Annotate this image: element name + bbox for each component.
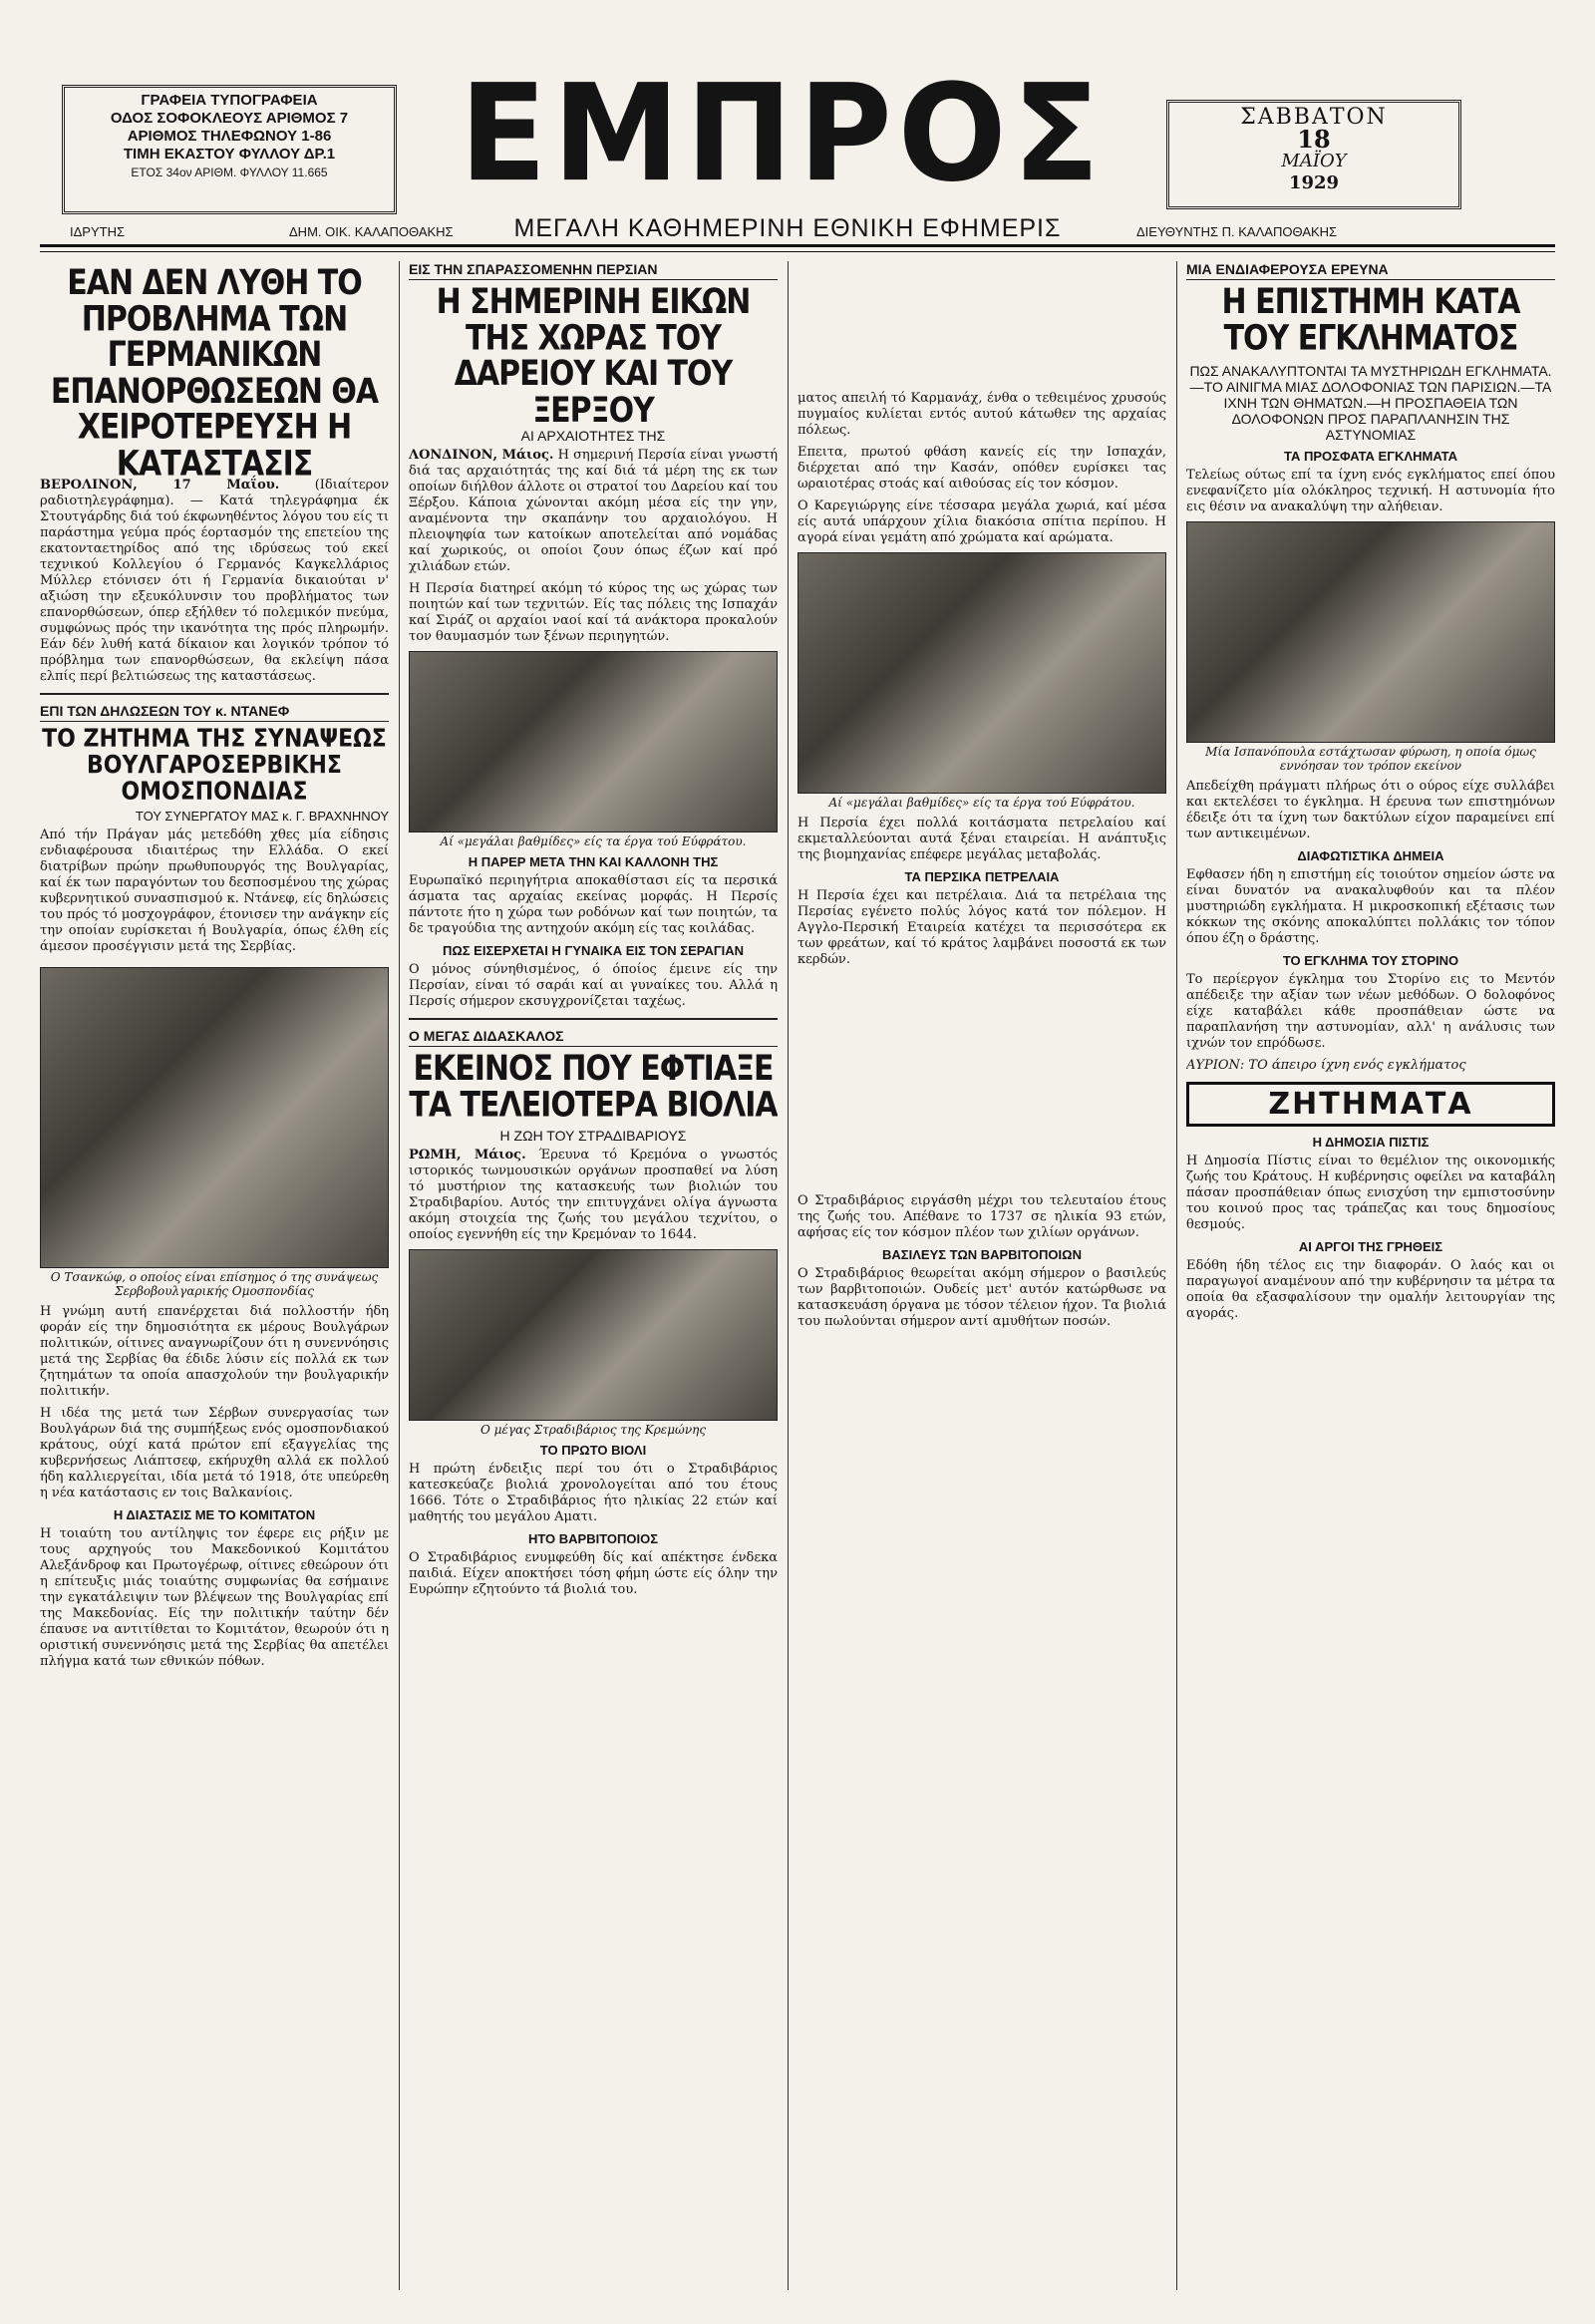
article-dateline: ΒΕΡΟΛΙΝΟΝ, 17 Μαΐου.: [40, 478, 280, 493]
column-4: [1186, 261, 1555, 2290]
article-paragraph: Έρευνα τό Κρεμόνα ο γνωστός ιστορικός τωνμουσικών οργάνων προσπαθεί να λύση τό μυστήριον της κατασκευής των βιολιών του Στραδιβαρίου. Αυτός την επιτυγχάνει ολίγα άγνωστα ακόμη στοιχεία της ζωής του μεγάλου τεχνίτου, ο οποίος εγεννήθη είς την Κρεμόναν το 1644.: [409, 1148, 778, 1242]
publisher-info-box: [62, 85, 397, 214]
ruins-photo: [798, 552, 1166, 794]
article-headline: Η ΕΠΙΣΤΗΜΗ ΚΑΤΑ ΤΟΥ ΕΓΚΛΗΜΑΤΟΣ: [1221, 281, 1520, 359]
column-divider: [1176, 261, 1177, 2290]
article-kicker: ΜΙΑ ΕΝΔΙΑΦΕΡΟΥΣΑ ΕΡΕΥΝΑ: [1186, 261, 1555, 280]
article-dateline: ΛΟΝΔΙΝΟΝ, Μάιος.: [409, 448, 554, 463]
article-kicker: Ο ΜΕΓΑΣ ΔΙΔΑΣΚΑΛΟΣ: [409, 1028, 778, 1047]
article-subhead: ΒΑΣΙΛΕΥΣ ΤΩΝ ΒΑΡΒΙΤΟΠΟΙΩΝ: [882, 1247, 1082, 1262]
article-subhead: ΠΩΣ ΕΙΣΕΡΧΕΤΑΙ Η ΓΥΝΑΙΚΑ ΕΙΣ ΤΟΝ ΣΕΡΑΓΙΑΝ: [442, 943, 745, 958]
photo-caption: Ο μέγας Στραδιβάριος της Κρεμώνης: [479, 1423, 707, 1437]
article-paragraph: Η Δημοσία Πίστις είναι το θεμέλιον της οικονομικής ζωής του Κράτους. Η κυβέρνησις οφείλει να καταβάλη πάσαν προσπάθειαν όπως ενισχύση την εμπιστοσύνην του κοινού προς τας τράπεζας και τους δημοσίους θεσμούς.: [1186, 1154, 1555, 1232]
article-headline: ΕΚΕΙΝΟΣ ΠΟΥ ΕΦΤΙΑΞΕ ΤΑ ΤΕΛΕΙΟΤΕΡΑ ΒΙΟΛΙΑ: [409, 1048, 778, 1126]
article-deck: ΠΩΣ ΑΝΑΚΑΛΥΠΤΟΝΤΑΙ ΤΑ ΜΥΣΤΗΡΙΩΔΗ ΕΓΚΛΗΜΑΤΑ.—ΤΟ ΑΙΝΙΓΜΑ ΜΙΑΣ ΔΟΛΟΦΟΝΙΑΣ ΤΩΝ ΠΑΡΙΣΙΩΝ.—ΤΑ ΙΧΝΗ ΤΩΝ ΘΗΜΑΤΩΝ.—Η ΠΡΟΣΠΑΘΕΙΑ ΤΩΝ ΔΟΛΟΦΟΝΩΝ ΠΡΟΣ ΠΑΡΑΠΛΑΝΗΣΙΝ ΤΗΣ ΑΣΤΥΝΟΜΙΑΣ: [1189, 363, 1552, 443]
section-title-box: ΖΗΤΗΜΑΤΑ: [1186, 1082, 1555, 1127]
date-month: ΜΑΪΟΥ: [1281, 151, 1347, 171]
article-headline: Η ΣΗΜΕΡΙΝΗ ΕΙΚΩΝ ΤΗΣ ΧΩΡΑΣ ΤΟΥ ΔΑΡΕΙΟΥ ΚΑΙ ΤΟΥ ΞΕΡΞΟΥ: [436, 281, 751, 431]
article-separator: [40, 693, 389, 695]
article-paragraph: Η γνώμη αυτή επανέρχεται διά πολλοστήν ήδη φοράν είς την δημοσιότητα εκ μέρους Βουλγάρων πολιτικών, οίτινες αναγνωρίζουν ότι η συνεννόησις μετά της Σερβίας θα έδιδε λύσιν είς πολλά εκ των ζητημάτων τα οποία απασχολούν την βουλγαρικήν πολιτικήν.: [40, 1304, 389, 1400]
article-subhead: ΗΤΟ ΒΑΡΒΙΤΟΠΟΙΟΣ: [527, 1531, 659, 1546]
article-paragraph: Η τοιαύτη του αντίληψις τον έφερε εις ρήξιν με τους αρχηγούς του Μακεδονικού Κομιτάτου Αλεξάνδροφ και Πρωτογέρωφ, οίτινες εθεώρουν ότι η επίτευξις μιάς τοιαύτης συμφωνίας θα εσήμαινε την εγκατάλειψιν των βλέψεων της Βουλγαρίας επί της Μακεδονίας. Είς την πολιτικήν ταύτην δέν έπαυσε να αντιτίθεται το Κομιτάτον, θεωρούν ότι η οριστική συνεννόησις μετά της Σερβίας θα απετέλει πλήγμα κατά των εθνικών πόθων.: [40, 1526, 389, 1670]
article-subhead: Η ΔΗΜΟΣΙΑ ΠΙΣΤΙΣ: [1312, 1135, 1430, 1150]
article-paragraph: Εδόθη ήδη τέλος εις την διαφοράν. Ο λαός και οι παραγωγοί αναμένουν από την κυβέρνησιν τα μέτρα τα οποία θα εξασφαλίσουν την ομαλήν λειτουργίαν της αγοράς.: [1186, 1258, 1555, 1321]
article-separator: [409, 1018, 778, 1020]
publisher-line: ΑΡΙΘΜΟΣ ΤΗΛΕΦΩΝΟΥ 1-86: [127, 128, 332, 145]
publisher-line: ΕΤΟΣ 34ον ΑΡΙΘΜ. ΦΥΛΛΟΥ 11.665: [131, 166, 328, 179]
publisher-line: ΓΡΑΦΕΙΑ ΤΥΠΟΓΡΑΦΕΙΑ: [141, 92, 318, 109]
article-kicker: ΕΙΣ ΤΗΝ ΣΠΑΡΑΣΣΟΜΕΝΗΝ ΠΕΡΣΙΑΝ: [409, 261, 778, 280]
article-text: [409, 448, 778, 575]
article-paragraph: Ο Στραδιβάριος ειργάσθη μέχρι του τελευταίου έτους της ζωής του. Απέθανε το 1737 σε ηλικία 93 ετών, αφήσας είς τον κόσμον πλέον των χιλίων οργάνων.: [798, 1193, 1166, 1240]
article-paragraph: Ο μόνος σύνηθισμένος, ό όποίος έμεινε είς την Περσίαν, είναι τό σαράι καί αι γυναίκες του. Αλλά η Περσίς σήμερον εκσυγχρονίζεται ταχέως.: [409, 962, 778, 1009]
article-paragraph: Η ιδέα της μετά των Σέρβων συνεργασίας των Βουλγάρων διά της συμπήξεως ενός ομοσπονδιακού κράτους, ούχί κατά πρώτον επί εξαγγελίας της κυβερνήσεως Λιάπτσεφ, εκήρυχθη αλλά εκ πολλού ήδη καλλιεργείται, ιδία μετά τό 1918, ότε υπεύρεθη η νέα κατάστασις εν τοις Βαλκανίοις.: [40, 1406, 389, 1501]
continued-notice: ΑΥΡΙΟΝ: ΤΟ άπειρο ίχνη ενός εγκλήματος: [1186, 1058, 1466, 1073]
article-paragraph: ματος απειλή τό Καρμανάχ, ένθα ο τεθειμένος χρυσούς πυγμαίος κυλίεται εντός αυτού κάτωθεν της αρχαίας πόλεως.: [798, 391, 1166, 438]
article-deck: Η ΖΩΗ ΤΟΥ ΣΤΡΑΔΙΒΑΡΙΟΥΣ: [499, 1128, 687, 1144]
photo-caption: Ο Τσανκώφ, ο οποίος είναι επίσημος ό της συνάψεως Σερβοβουλγαρικής Ομοσπονδίας: [50, 1270, 379, 1299]
article-subhead: Η ΠΑΡΕΡ ΜΕΤΑ ΤΗΝ ΚΑΙ ΚΑΛΛΟΝΗ ΤΗΣ: [468, 854, 719, 869]
date-year: 1929: [1288, 172, 1340, 193]
article-paragraph: Εφθασεν ήδη η επιστήμη είς τοιούτον σημείον ώστε να είναι δυνατόν να ανακαλυφθούν και τα πλέον μυστηριώδη εγκλήματα. Η μικροσκοπική εξέτασις των κόκκων της σκόνης αποκαλύπτει πολλάκις τον τόπον όπου έζη ο δράστης.: [1186, 867, 1555, 946]
article-paragraph: Απεδείχθη πράγματι πλήρως ότι ο ούρος είχε συλλάβει και εκτελέσει το έγκλημα. Η έρευνα των επιστημόνων έδειξε ότι τα ίχνη των δακτύλων είχον παραμείνει επί των αντικειμένων.: [1186, 779, 1555, 841]
article-paragraph: Η Περσία έχει και πετρέλαια. Διά τα πετρέλαια της Περσίας εγένετο πολύς λόγος κατά τον πόλεμον. Η Αγγλο-Περσική Εταιρεία κατέχει τα περισσότερα εκ των φρεάτων, καί τό κράτος λαμβάνει ποσοστά εκ των κερδών.: [798, 888, 1166, 967]
newspaper-title: ΕΜΠΡΟΣ: [460, 56, 1106, 212]
publisher-line: ΤΙΜΗ ΕΚΑΣΤΟΥ ΦΥΛΛΟΥ ΔΡ.1: [123, 146, 336, 163]
article-deck: ΑΙ ΑΡΧΑΙΟΤΗΤΕΣ ΤΗΣ: [520, 428, 666, 444]
article-paragraph: Ο Καρεγιώργης είνε τέσσαρα μεγάλα χωριά, καί μέσα είς αυτά υπάρχουν χίλια διακόσια σπίτια περίπου. Η αγορά είναι γεμάτη από χρώματα καί αρώματα.: [798, 498, 1166, 545]
director-label: ΔΙΕΥΘΥΝΤΗΣ Π. ΚΑΛΑΠΟΘΑΚΗΣ: [1136, 224, 1338, 239]
headline-spill-space: [798, 261, 1166, 391]
article-paragraph: Η σημερινή Περσία είναι γνωστή διά τας αρχαιότητάς της καί διά τά μέρη της εκ των οποίων διήλθον άλλοτε οι στρατοί του Δαρείου καί του Ξέρξου. Κάποια χώνονται ακόμη μέσα είς την γην, αναμένοντα την σκαπάνην του αρχαιολόγου. Η πλειοψηφία των κατοίκων αποτελείται από νομάδας καί χωρικούς, οι οποίοι ζουν όπως έζων καί πρό χιλιάδων ετών.: [409, 448, 778, 574]
founder-label: ΙΔΡΥΤΗΣ: [70, 224, 126, 239]
article-subhead: ΤΟ ΕΓΚΛΗΜΑ ΤΟΥ ΣΤΟΡΙΝΟ: [1282, 953, 1459, 968]
column-divider: [788, 261, 789, 2290]
photo-caption: Αί «μεγάλαι βαθμίδες» είς τα έργα τού Εύφράτου.: [440, 834, 747, 848]
article-paragraph: Ο Στραδιβάριος ενυμφεύθη δίς καί απέκτησε ένδεκα παιδιά. Είχεν αποκτήσει τόση φήμη ώστε είς όλην την Ευρώπην εζητούντο τά βιολιά του.: [409, 1550, 778, 1597]
photo-caption: Αί «μεγάλαι βαθμίδες» είς τα έργα τού Εύφράτου.: [828, 796, 1135, 810]
article-paragraph: (Ιδιαίτερον ραδιοτηλεγράφημα). — Κατά τηλεγράφημα έκ Στουτγάρδης διά τού έκφωνηθέντος λόγου του είς τι παράστημα γεύμα πρός έορτασμόν της επετείου της εκατονταετηρίδος από της ιδρύσεως τού εκεί τεχνικού Κολλεγίου ό Γερμανός Καγκελλάριος Μύλλερ ετόνισεν ότι ή Γερμανία δικαιούται ν' αξιώση την εξευκόλυνσιν του προβλήματος των επανορθώσεων, όπερ εξήλθεν τό πολεμικόν πνεύμα, συμφώνως πρός την ικανότητα της πρός πληρωμήν. Εάν δέν λυθή κατά δίκαιον και λογικόν τρόπον τό πρόβλημα των επανορθώσεων, θα εκλείψη πάσα ελπίς περί βελτιώσεως της καταστάσεως.: [40, 478, 389, 684]
article-dateline: ΡΩΜΗ, Μάιος.: [409, 1148, 526, 1162]
article-paragraph: Ευρωπαϊκό περιηγήτρια αποκαθίστασι είς τα περσικά άσματα τας αρχαίας εκείνας μορφάς. Η Περσίς πάντοτε ήτο η χώρα των ροδόνων καί των ποιητών, τα δε τραγούδια της αντηχούν ακόμη είς τας κοιλάδας.: [409, 873, 778, 936]
column-divider: [399, 261, 400, 2290]
article-headline: ΤΟ ΖΗΤΗΜΑ ΤΗΣ ΣΥΝΑΨΕΩΣ ΒΟΥΛΓΑΡΟΣΕΡΒΙΚΗΣ ΟΜΟΣΠΟΝΔΙΑΣ: [42, 724, 387, 807]
article-subhead: ΤΑ ΠΕΡΣΙΚΑ ΠΕΤΡΕΛΑΙΑ: [904, 869, 1060, 884]
article-subhead: ΑΙ ΑΡΓΟΙ ΤΗΣ ΓΡΗΘΕΙΣ: [1298, 1239, 1443, 1254]
masthead: [40, 30, 1555, 254]
article-paragraph: Ο Στραδιβάριος θεωρείται ακόμη σήμερον ο βασιλεύς των βαρβιτοποιών. Ουδείς μετ' αυτόν κατώρθωσε να κατασκευάση όργανα με τόσον τέλειον ήχον. Τα βιολιά του πωλούνται σήμερον αντί αμυθήτων ποσών.: [798, 1266, 1166, 1329]
crime-scene-photo: [1186, 521, 1555, 743]
newspaper-subtitle: ΜΕΓΑΛΗ ΚΑΘΗΜΕΡΙΝΗ ΕΘΝΙΚΗ ΕΦΗΜΕΡΙΣ: [513, 214, 1062, 242]
article-paragraph: Η πρώτη ένδειξις περί του ότι ο Στραδιβάριος κατεσκεύαζε βιολιά χρονολογείται από του έτους 1666. Τότε ο Στραδιβάριος ήτο ηλικίας 22 ετών καί μαθητής του μεγάλου Αματι.: [409, 1462, 778, 1524]
article-paragraph: Από τήν Πράγαν μάς μετεδόθη χθες μία είδησις ενδιαφέρουσα ιδιαιτέρως την Ελλάδα. Ο εκεί διατρίβων πρώην πρωθυπουργός της Βουλγαρίας, καί έκ των παραγόντων του δεσποσμένου της χώρας κυβερνητικού συνασπισμού κ. Ντάνεφ, είς δηλώσεις του πρός τό μοσχογράφον, έτονισεν την ανάγκην είς την οποίαν ευρίσκεται ή Βουλγαρία, όπως έλθη είς άμεσον προσέγγισιν μετά της Σερβίας.: [40, 828, 389, 955]
article-subhead: ΤΟ ΠΡΩΤΟ ΒΙΟΛΙ: [539, 1443, 647, 1458]
violin-maker-photo: [409, 1249, 778, 1421]
article-subhead: ΔΙΑΦΩΤΙΣΤΙΚΑ ΔΗΜΕΙΑ: [1297, 848, 1444, 863]
photo-caption: Μία Ισπανόπουλα εστάχτωσαν φύρωση, η οποία όμως εννόησαν τον τρόπον εκείνον: [1205, 745, 1536, 773]
landscape-photo: [409, 651, 778, 832]
column-2: [409, 261, 778, 2290]
article-paragraph: Το περίεργον έγκλημα του Στορίνο εις το Μεντόν απέδειξε την αξίαν των νέων μεθόδων. Ο δολοφόνος είχε καταβάλει κάθε προσπάθειαν ώστε να παραπλανήση την αστυνομίαν, αλλ' η ανάλυσις των ιχνών τον επρόδωσε.: [1186, 972, 1555, 1051]
column-1: [40, 261, 389, 2290]
portrait-photo: [40, 967, 389, 1268]
masthead-rule: [40, 244, 1555, 252]
newspaper-page: [40, 30, 1555, 2293]
column-3: [798, 261, 1166, 2290]
spacer: [798, 974, 1166, 1193]
article-byline: ΤΟΥ ΣΥΝΕΡΓΑΤΟΥ ΜΑΣ κ. Γ. ΒΡΑΧΝΗΝΟΥ: [135, 809, 389, 825]
date-number: 18: [1297, 125, 1331, 154]
article-photo-block: [40, 961, 389, 1304]
article-subhead: ΤΑ ΠΡΟΣΦΑΤΑ ΕΓΚΛΗΜΑΤΑ: [1284, 449, 1457, 464]
date-box: [1166, 100, 1461, 209]
article-paragraph: Η Περσία διατηρεί ακόμη τό κύρος της ως χώρας των ποιητών καί των τεχνιτών. Είς τας πόλεις της Ισπαχάν καί Σιράζ οι αρχαίοι ναοί καί τά ανάκτορα προκαλούν τον θαυμασμόν των ξένων περιηγητών.: [409, 581, 778, 644]
article-kicker: ΕΠΙ ΤΩΝ ΔΗΛΩΣΕΩΝ ΤΟΥ κ. ΝΤΑΝΕΦ: [40, 703, 389, 722]
article-text: [409, 1148, 778, 1243]
article-paragraph: Τελείως ούτως επί τα ίχνη ενός εγκλήματος επεί όπου ενεφανίζετο μία ολόκληρος τεχνική. Η αστυνομία ήτο εις θέσιν να ανακαλύψη την αλήθειαν.: [1186, 468, 1555, 514]
article-paragraph: Η Περσία έχει πολλά κοιτάσματα πετρελαίου καί εκμεταλλεύονται αυτά ξέναι εταιρείαι. Η ανάπτυξις της βιομηχανίας επέφερε μεγάλας μεταβολάς.: [798, 816, 1166, 862]
date-day: ΣΑΒΒΑΤΟΝ: [1240, 105, 1388, 130]
article-headline: ΕΑΝ ΔΕΝ ΛΥΘΗ ΤΟ ΠΡΟΒΛΗΜΑ ΤΩΝ ΓΕΡΜΑΝΙΚΩΝ ΕΠΑΝΟΡΘΩΣΕΩΝ ΘΑ ΧΕΙΡΟΤΕΡΕΥΣΗ Η ΚΑΤΑΣΤΑΣΙΣ: [50, 262, 379, 485]
article-text: [40, 478, 389, 685]
owner-label: ΔΗΜ. ΟΙΚ. ΚΑΛΑΠΟΘΑΚΗΣ: [289, 224, 454, 239]
publisher-line: ΟΔΟΣ ΣΟΦΟΚΛΕΟΥΣ ΑΡΙΘΜΟΣ 7: [110, 110, 349, 127]
article-paragraph: Επειτα, πρωτού φθάση κανείς είς την Ισπαχάν, διέρχεται από την Κασάν, οπόθεν ευρίσκει τας ωραιοτέρας στοάς καί αιθούσας είς τον κόσμον.: [798, 445, 1166, 492]
article-subhead: Η ΔΙΑΣΤΑΣΙΣ ΜΕ ΤΟ ΚΟΜΙΤΑΤΟΝ: [113, 1507, 316, 1523]
